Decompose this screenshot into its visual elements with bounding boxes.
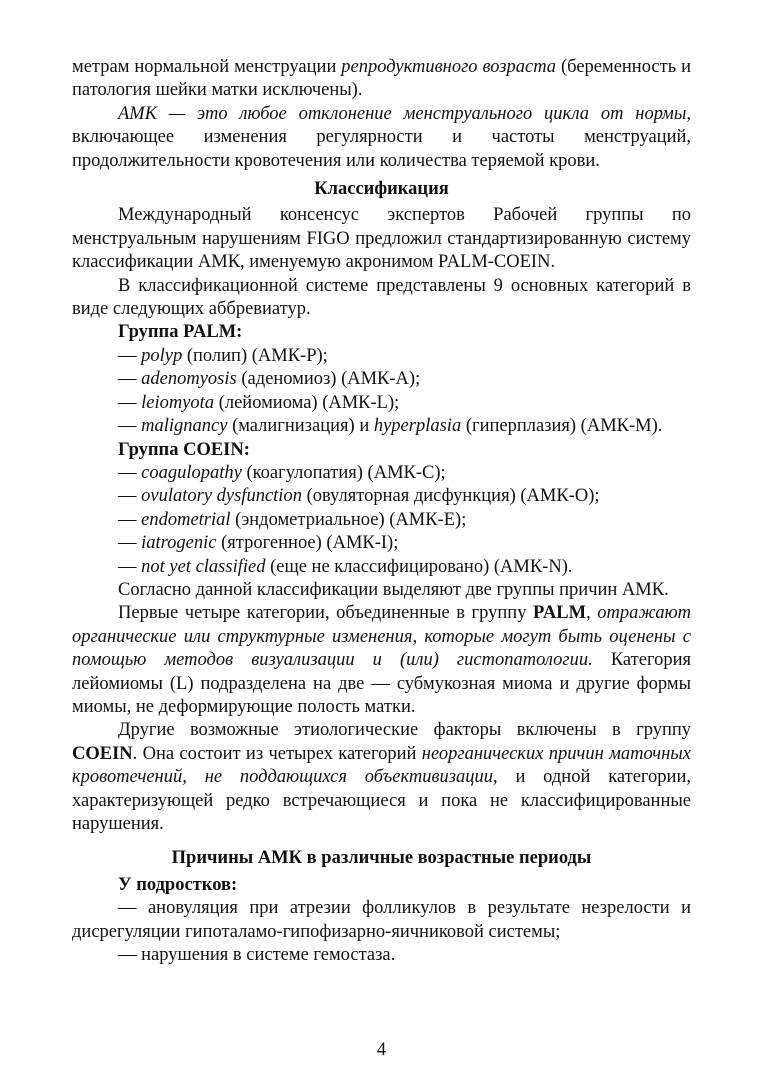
text-span: (эндометриальное) (АМК-Е); <box>230 509 467 530</box>
list-item <box>72 368 691 391</box>
term-span: malignancy <box>141 416 228 437</box>
text-span: (полип) (АМК-P); <box>182 345 328 366</box>
list-item <box>72 532 691 555</box>
text-span: (еще не классифицировано) (АМК-N). <box>265 556 573 577</box>
group-palm-title: Группа PALM: <box>118 322 243 343</box>
teens-title: У подростков: <box>118 874 238 895</box>
text-span: (коагулопатия) (АМК-С); <box>241 462 446 483</box>
list-item <box>72 556 691 579</box>
italic-span: неорганических причин маточных кровотечений, не поддающихся объективизации <box>72 743 691 788</box>
page-number: 4 <box>376 1040 387 1060</box>
term-span: leiomyota <box>141 392 215 413</box>
dash-span: — <box>118 345 142 366</box>
list-item: — нарушения в системе гемостаза. <box>118 945 396 966</box>
term-span: not yet classified <box>141 556 266 577</box>
text-span: , <box>586 603 598 624</box>
dash-span: — <box>118 369 142 390</box>
text-span: (аденомиоз) (АМК-A); <box>236 369 421 390</box>
dash-span: — <box>118 533 142 554</box>
text-span: . Она состоит из четырех категорий <box>132 743 422 764</box>
dash-span: — <box>118 486 142 507</box>
paragraph-categories: В классификационной системе представлены 9 основных категорий в виде следующих аббревиатур. <box>72 275 691 320</box>
paragraph-palm <box>72 602 691 719</box>
paragraph-figo: Международный консенсус экспертов Рабочей группы по менструальным нарушениям FIGO предложил стандартизированную систему классификации АМК, именуемую акронимом PALM-COEIN. <box>72 205 691 273</box>
text-span: метрам нормальной менструации <box>72 57 342 77</box>
section-heading-causes: Причины АМК в различные возрастные периоды <box>171 848 592 869</box>
italic-span: АМК — это любое отклонение менструального цикла от нормы <box>118 103 687 124</box>
term-span: endometrial <box>141 509 231 530</box>
text-span: , и одной категории, характеризующей редко встречающиеся и пока не классифицированные нарушения. <box>72 767 691 834</box>
text-span: (гиперплазия) (АМК-М). <box>461 416 663 437</box>
dash-span: — <box>118 509 142 530</box>
paragraph-definition <box>72 103 691 173</box>
text-span: (овуляторная дисфункция) (АМК-О); <box>301 486 600 507</box>
list-item <box>72 485 691 508</box>
bold-span: COEIN <box>72 743 133 764</box>
dash-span: — <box>118 462 142 483</box>
text-span: (ятрогенное) (АМК-I); <box>216 533 399 554</box>
term-span: iatrogenic <box>141 533 217 554</box>
text-span: , включающее изменения регулярности и частоты менструаций, продолжительности кровотечения или количества теряемой крови. <box>72 103 691 171</box>
text-span: Категория лейомиомы (L) подразделена на две — субмукозная миома и другие формы миомы, не деформирующие полость матки. <box>72 650 691 717</box>
list-item <box>72 509 691 532</box>
text-span: (беременность и патология шейки матки исключены). <box>72 57 691 101</box>
term-span: ovulatory dysfunction <box>141 486 302 507</box>
bold-span: PALM <box>533 603 587 624</box>
dash-span: — <box>118 392 142 413</box>
term-span: adenomyosis <box>141 369 237 390</box>
dash-span: — <box>118 416 142 437</box>
list-item <box>72 462 691 485</box>
list-item <box>72 392 691 415</box>
term-span: hyperplasia <box>373 416 462 437</box>
italic-span: отражают органические или структурные изменения, которые могут быть оценены с помощью методов визуализации и (или) гистопатологии. <box>72 603 691 671</box>
list-item <box>72 415 691 438</box>
term-span: polyp <box>141 345 183 366</box>
italic-span: репродуктивного возраста <box>341 57 557 77</box>
paragraph-continuation <box>72 56 691 103</box>
text-span: Другие возможные этиологические факторы включены в группу <box>118 720 691 741</box>
section-heading-classification: Классификация <box>314 179 449 200</box>
text-span: (лейомиома) (АМК-L); <box>214 392 400 413</box>
text-span: Первые четыре категории, объединенные в группу <box>118 603 533 624</box>
dash-span: — <box>118 556 142 577</box>
paragraph-two-groups: Согласно данной классификации выделяют две группы причин АМК. <box>118 579 669 600</box>
text-span: (малигнизация) и <box>227 416 374 437</box>
page-body <box>72 56 691 967</box>
list-item: — ановуляция при атрезии фолликулов в результате незрелости и дисрегуляции гипоталамо-гипофизарно-яичниковой системы; <box>72 898 691 942</box>
list-item <box>72 345 691 368</box>
paragraph-coein <box>72 719 691 836</box>
group-coein-title: Группа COEIN: <box>118 439 250 460</box>
term-span: coagulopathy <box>141 462 242 483</box>
